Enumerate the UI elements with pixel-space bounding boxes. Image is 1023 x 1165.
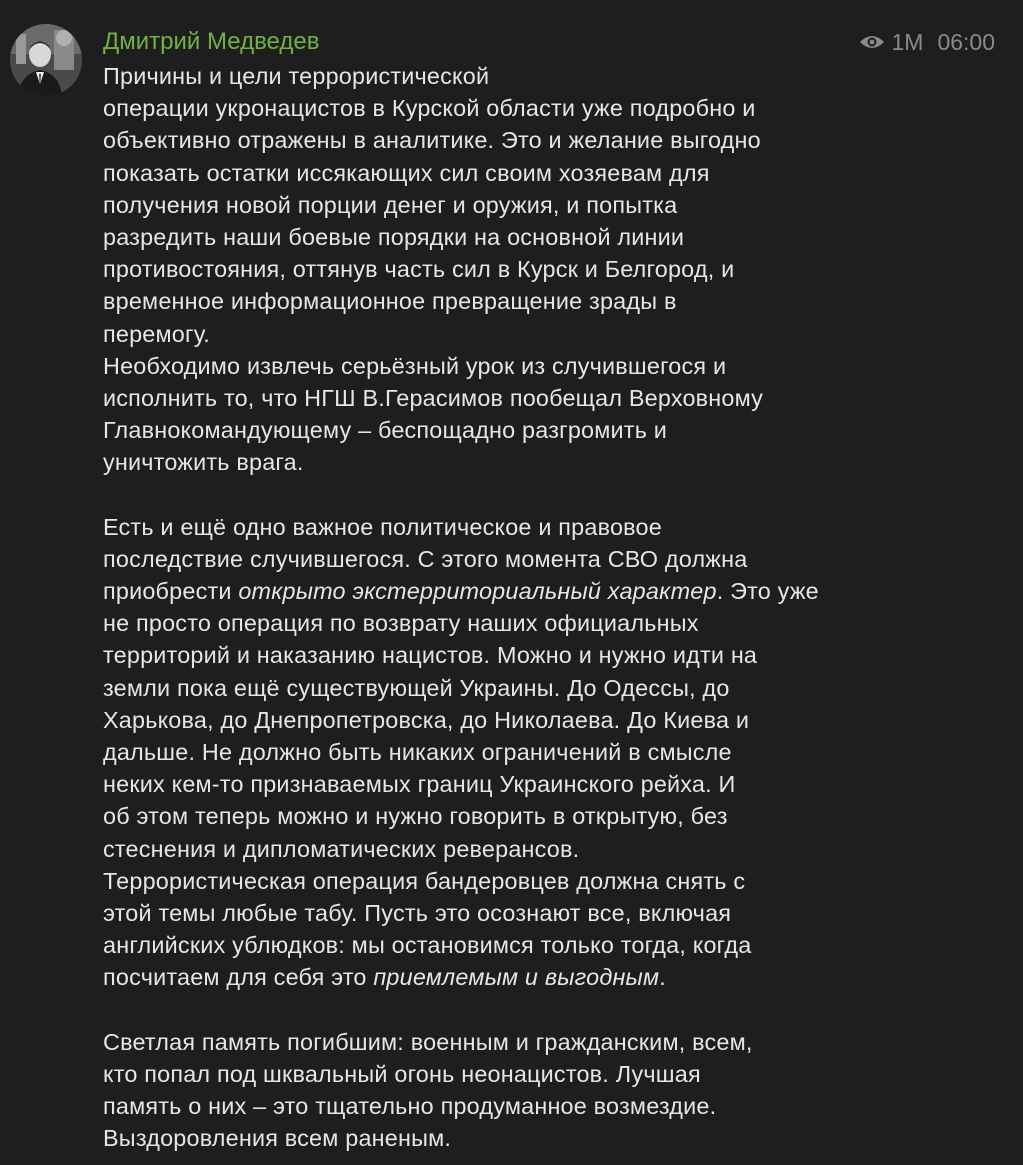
text-line: дальше. Не должно быть никаких ограничений в смысле <box>103 738 732 765</box>
text-line: английских ублюдков: мы остановимся только тогда, когда <box>103 932 752 959</box>
text-line: неких кем-то признаваемых границ Украинского рейха. И <box>103 771 736 798</box>
text-line: Необходимо извлечь серьёзный урок из случившегося и <box>103 352 727 379</box>
text-line: объективно отражены в аналитике. Это и желание выгодно <box>103 127 761 154</box>
text-line: Харькова, до Днепропетровска, до Николаева. До Киева и <box>103 706 750 733</box>
text-line: кто попал под шквальный огонь неонацистов. Лучшая <box>103 1060 701 1087</box>
emphasized-text: приемлемым и выгодным <box>373 964 660 991</box>
text-line: Светлая память погибшим: военным и гражданским, всем, <box>103 1028 753 1055</box>
text-line: разредить наши боевые порядки на основной линии <box>103 223 685 250</box>
text-line: получения новой порции денег и оружия, и попытка <box>103 191 678 218</box>
text-line: об этом теперь можно и нужно говорить в открытую, без <box>103 803 728 830</box>
text-line: перемогу. <box>103 320 210 347</box>
text-line: последствие случившегося. С этого момента СВО должна <box>103 545 748 572</box>
text-line: Террористическая операция бандеровцев должна снять с <box>103 867 746 894</box>
text-line: операции укронацистов в Курской области уже подробно и <box>103 95 756 122</box>
text-line: этой темы любые табу. Пусть это осознают все, включая <box>103 899 732 926</box>
text-line: стеснения и дипломатических реверансов. <box>103 835 580 862</box>
post-meta <box>859 26 995 58</box>
text-line <box>103 961 903 993</box>
text-segment: . Это уже <box>716 578 819 604</box>
text-segment: посчитаем для себя это <box>103 964 374 991</box>
text-segment: приобрести <box>103 578 239 604</box>
text-line: Есть и ещё одно важное политическое и правовое <box>103 513 662 540</box>
eye-icon <box>859 33 885 51</box>
author-name[interactable]: Дмитрий Медведев <box>103 28 320 55</box>
text-line: память о них – это тщательно продуманное возмездие. <box>103 1093 717 1119</box>
text-line: уничтожить врага. <box>103 449 304 476</box>
emphasized-text: открыто экстерриториальный характер <box>238 578 717 604</box>
post-time: 06:00 <box>937 28 995 55</box>
text-line: Причины и цели террористической <box>103 63 490 89</box>
text-line: показать остатки иссякающих сил своим хозяевам для <box>103 159 710 186</box>
text-line: не просто операция по возврату наших официальных <box>103 610 699 637</box>
paragraph-gap <box>103 993 903 1025</box>
text-segment: . <box>659 964 666 991</box>
text-line: территорий и наказанию нацистов. Можно и нужно идти на <box>103 642 758 669</box>
author-avatar[interactable] <box>10 24 82 96</box>
text-line: Главнокомандующему – беспощадно разгромить и <box>103 417 668 444</box>
text-line: исполнить то, что НГШ В.Герасимов пообещал Верховному <box>103 384 764 411</box>
post-text <box>103 60 903 1154</box>
avatar-photo-icon <box>10 24 82 96</box>
text-line: противостояния, оттянув часть сил в Курск и Белгород, и <box>103 256 735 283</box>
text-line: Выздоровления всем раненым. <box>103 1125 452 1152</box>
text-line: временное информационное превращение зрады в <box>103 288 677 315</box>
view-count: 1M <box>891 28 924 55</box>
text-line <box>103 575 903 607</box>
text-line: земли пока ещё существующей Украины. До Одессы, до <box>103 674 730 701</box>
paragraph-gap <box>103 478 903 510</box>
